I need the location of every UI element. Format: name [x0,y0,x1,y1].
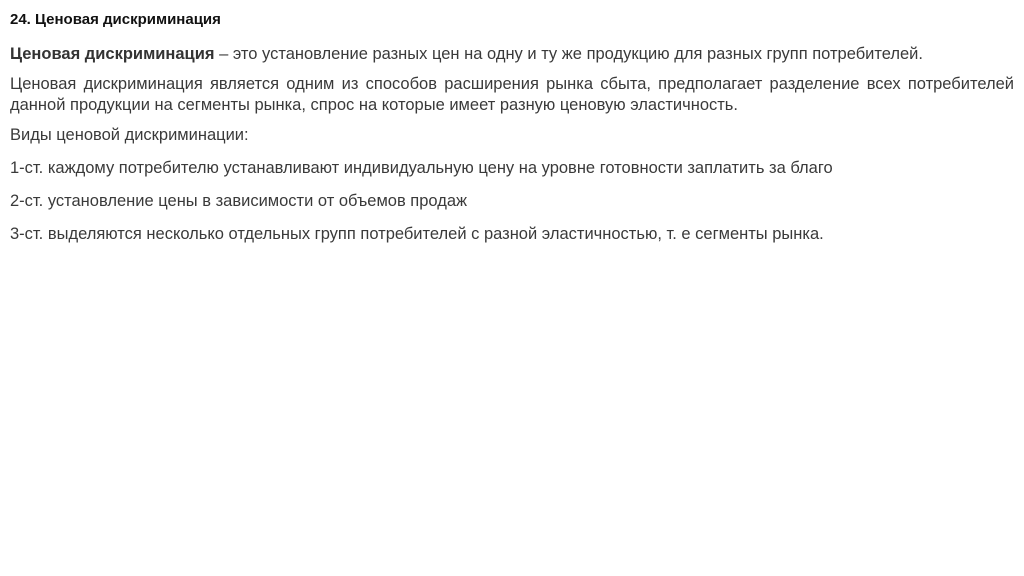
type-item-1: 1-ст. каждому потребителю устанавливают индивидуальную цену на уровне готовности заплатить за благо [10,159,833,177]
definition-term: Ценовая дискриминация [10,45,215,63]
definition-paragraph [10,44,1014,65]
types-heading: Виды ценовой дискриминации: [10,126,249,144]
slide-title: 24. Ценовая дискриминация [10,11,221,28]
description-paragraph: Ценовая дискриминация является одним из способов расширения рынка сбыта, предполагает разделение всех потребителей данной продукции на сегменты рынка, спрос на которые имеет разную ценовую эластичность. [10,75,1014,114]
definition-text: – это установление разных цен на одну и ту же продукцию для разных групп потребителей. [214,45,923,63]
type-item-2: 2-ст. установление цены в зависимости от объемов продаж [10,192,468,210]
type-item-3: 3-ст. выделяются несколько отдельных групп потребителей с разной эластичностью, т. е сегменты рынка. [10,225,824,243]
